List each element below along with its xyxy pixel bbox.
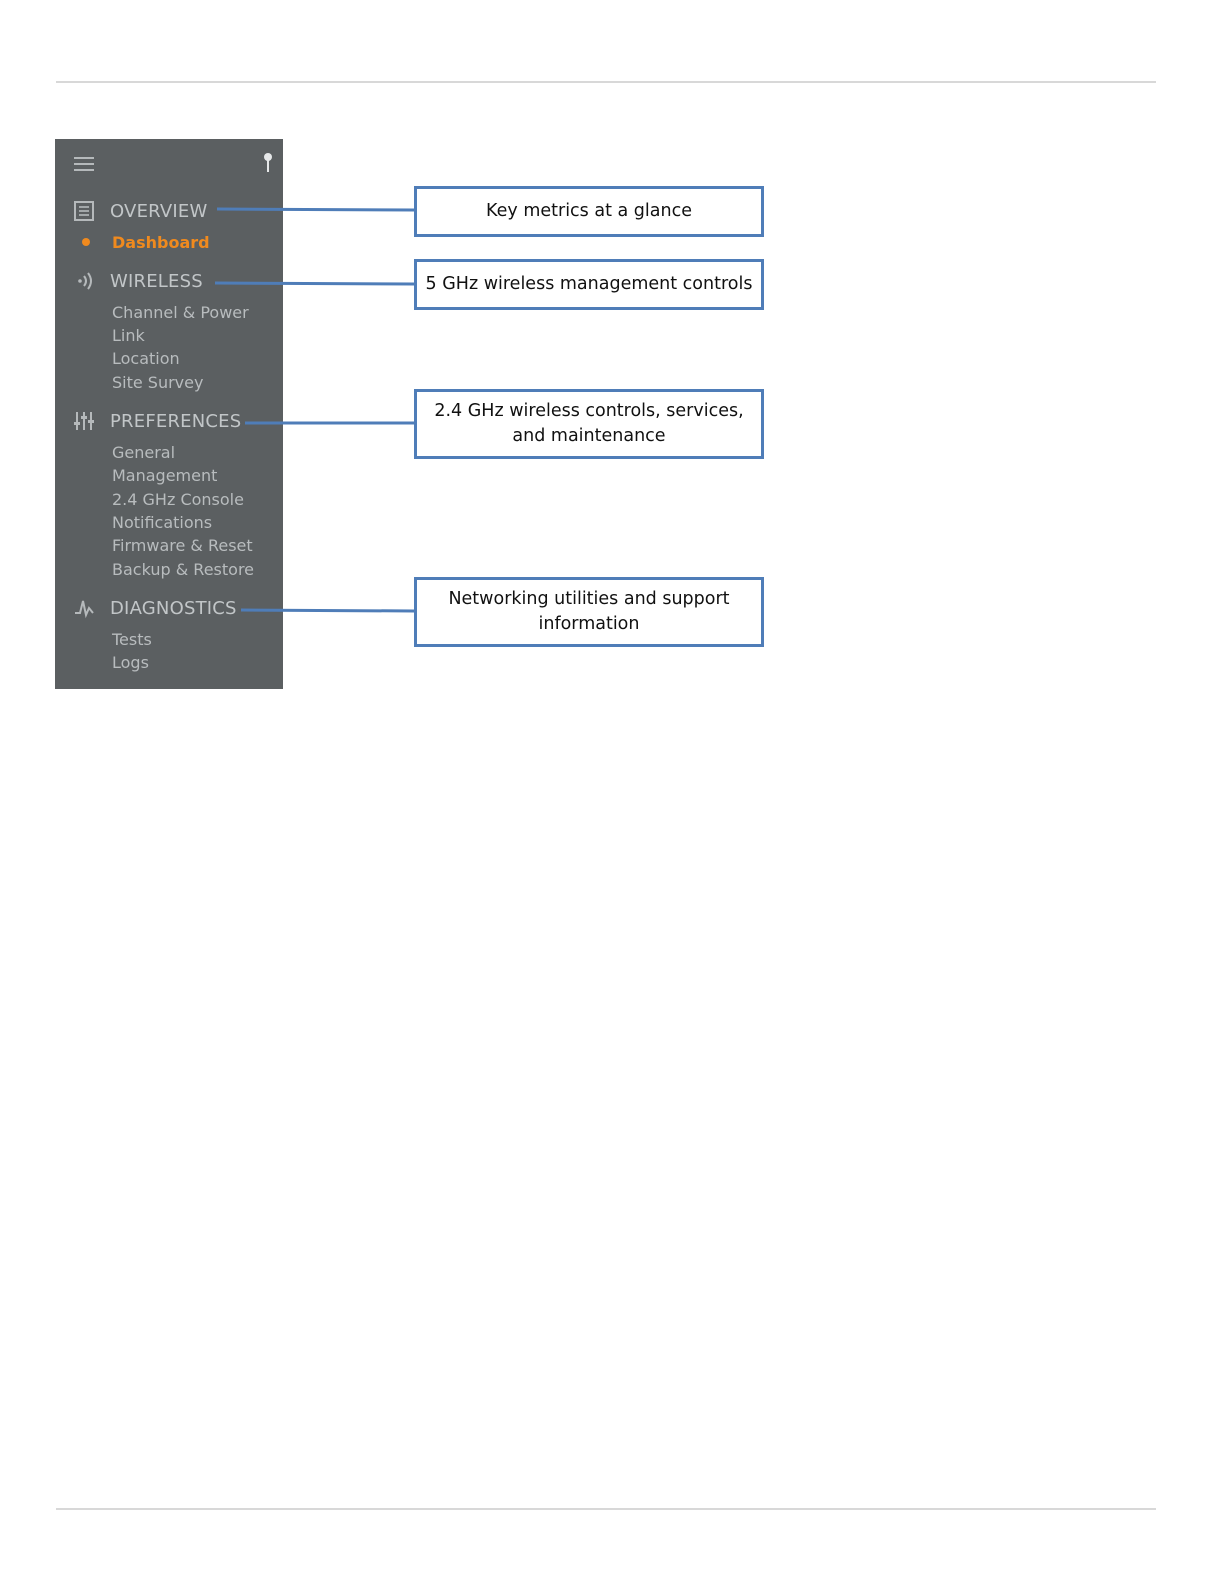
callout-diagnostics-text: Networking utilities and support information xyxy=(448,589,730,634)
callout-wireless-text: 5 GHz wireless management controls xyxy=(425,274,753,294)
sidebar-item-link[interactable]: Link xyxy=(112,326,145,345)
sidebar-item-site-survey[interactable]: Site Survey xyxy=(112,373,204,392)
sidebar-item-backup-restore[interactable]: Backup & Restore xyxy=(112,560,255,579)
footer-rule xyxy=(56,1508,1156,1510)
connector-wireless xyxy=(215,283,414,284)
section-title-overview[interactable]: OVERVIEW xyxy=(110,201,208,222)
callout-wireless xyxy=(414,259,764,310)
callout-overview-text: Key metrics at a glance xyxy=(486,201,692,221)
sidebar-item-console[interactable]: 2.4 GHz Console xyxy=(112,490,244,509)
sidebar-item-tests[interactable]: Tests xyxy=(112,630,152,649)
connector-overview xyxy=(217,209,414,210)
sidebar-item-channel-power[interactable]: Channel & Power xyxy=(112,303,249,322)
callout-overview xyxy=(414,186,764,237)
section-title-diagnostics[interactable]: DIAGNOSTICS xyxy=(110,598,237,619)
callout-preferences-text: 2.4 GHz wireless controls, services, and maintenance xyxy=(434,401,744,446)
section-title-wireless[interactable]: WIRELESS xyxy=(110,271,203,292)
callout-diagnostics xyxy=(414,577,764,647)
connector-diagnostics xyxy=(241,610,414,611)
section-title-preferences[interactable]: PREFERENCES xyxy=(110,411,242,432)
sidebar-item-management[interactable]: Management xyxy=(112,466,218,485)
sidebar-item-location[interactable]: Location xyxy=(112,349,180,368)
sidebar-item-general[interactable]: General xyxy=(112,443,176,462)
sidebar-item-firmware-reset[interactable]: Firmware & Reset xyxy=(112,536,253,555)
callout-preferences xyxy=(414,389,764,459)
sidebar-item-dashboard[interactable]: Dashboard xyxy=(112,233,210,252)
sidebar-item-logs[interactable]: Logs xyxy=(112,653,149,672)
sidebar-item-notifications[interactable]: Notifications xyxy=(112,513,213,532)
